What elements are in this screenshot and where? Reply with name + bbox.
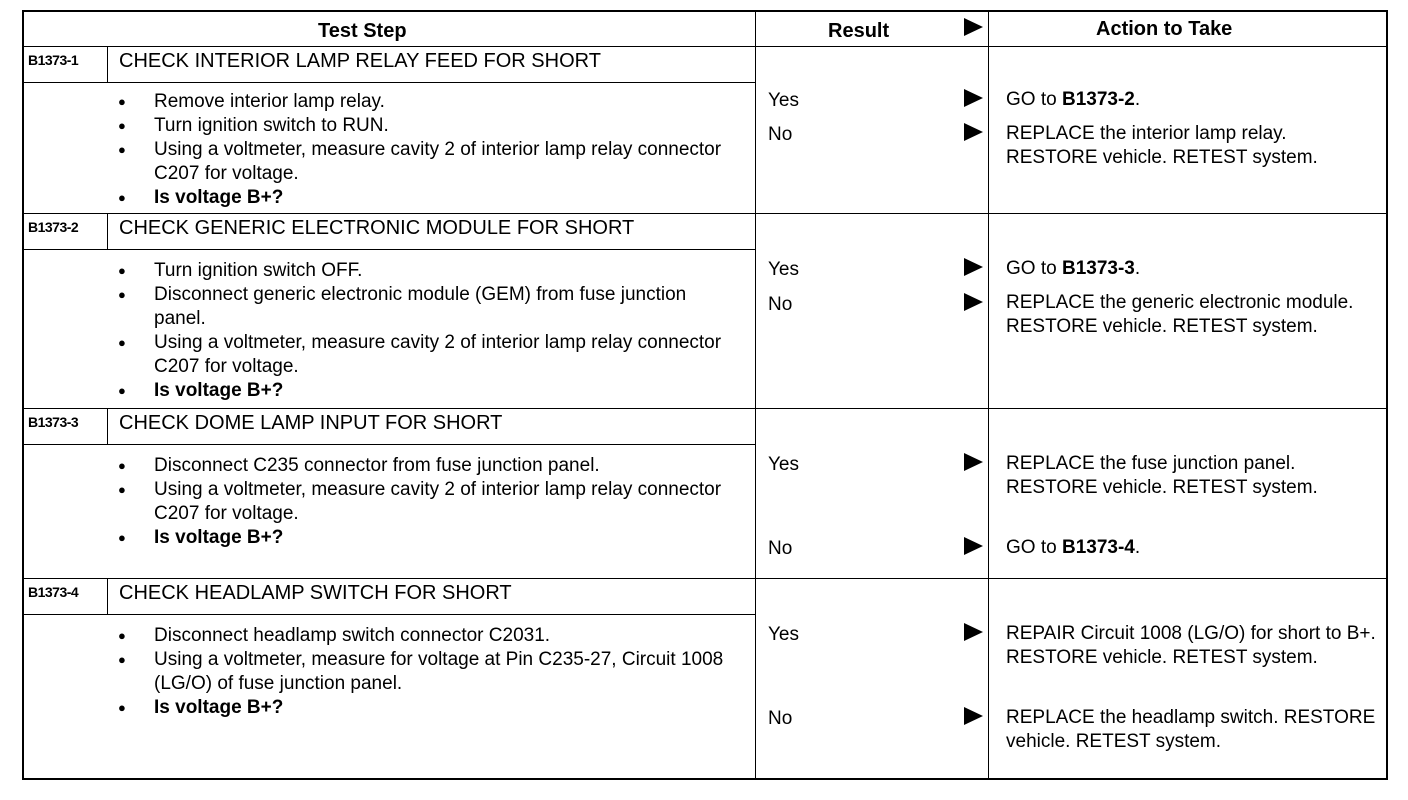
step-question: ● Is voltage B+? [114, 526, 734, 550]
id-separator [107, 578, 108, 614]
action-no: REPLACE the generic electronic module. RESTORE vehicle. RETEST system. [1006, 292, 1354, 337]
id-separator [107, 46, 108, 82]
header-arrow-icon [964, 18, 983, 36]
result-yes: Yes [768, 90, 799, 111]
action-no: REPLACE the interior lamp relay. RESTORE vehicle. RETEST system. [1006, 123, 1318, 168]
result-no: No [768, 538, 793, 559]
test-step-b1373-2 [24, 213, 1386, 408]
action-yes: GO to B1373-2. [1006, 89, 1141, 110]
instruction-item: ● Disconnect generic electronic module (GEM) from fuse junction panel. [114, 283, 734, 331]
step-instructions [114, 624, 734, 720]
title-divider [24, 82, 755, 83]
arrow-icon [964, 453, 983, 471]
header-result: Result [828, 20, 890, 42]
id-separator [107, 213, 108, 249]
result-no: No [768, 124, 793, 145]
id-separator [107, 408, 108, 444]
instruction-item: ● Disconnect C235 connector from fuse junction panel. [114, 454, 734, 478]
title-divider [24, 614, 755, 615]
instruction-item: ● Turn ignition switch OFF. [114, 259, 734, 283]
step-question: ● Is voltage B+? [114, 379, 734, 403]
step-instructions [114, 454, 734, 550]
test-step-b1373-1 [24, 46, 1386, 213]
instruction-item: ● Remove interior lamp relay. [114, 90, 734, 114]
action-no: GO to B1373-4. [1006, 537, 1141, 558]
instruction-item: ● Using a voltmeter, measure for voltage at Pin C235-27, Circuit 1008 (LG/O) of fuse junction panel. [114, 648, 734, 696]
action-yes: GO to B1373-3. [1006, 258, 1141, 279]
action-no: REPLACE the headlamp switch. RESTORE vehicle. RETEST system. [1006, 707, 1376, 752]
step-title: CHECK INTERIOR LAMP RELAY FEED FOR SHORT [119, 50, 601, 72]
instruction-item: ● Using a voltmeter, measure cavity 2 of interior lamp relay connector C207 for voltage. [114, 138, 734, 186]
instruction-item: ● Turn ignition switch to RUN. [114, 114, 734, 138]
arrow-icon [964, 123, 983, 141]
result-yes: Yes [768, 454, 799, 475]
arrow-icon [964, 707, 983, 725]
diagnostic-table [22, 10, 1388, 780]
title-divider [24, 249, 755, 250]
step-id: B1373-3 [28, 414, 79, 430]
title-divider [24, 444, 755, 445]
instruction-item: ● Disconnect headlamp switch connector C2031. [114, 624, 734, 648]
step-id: B1373-1 [28, 52, 79, 68]
header-action: Action to Take [1096, 18, 1233, 40]
step-title: CHECK HEADLAMP SWITCH FOR SHORT [119, 582, 512, 604]
arrow-icon [964, 258, 983, 276]
step-instructions [114, 90, 734, 210]
action-yes: REPAIR Circuit 1008 (LG/O) for short to B+. RESTORE vehicle. RETEST system. [1006, 623, 1376, 668]
result-yes: Yes [768, 259, 799, 280]
result-no: No [768, 708, 793, 729]
header-test-step: Test Step [318, 20, 407, 42]
result-no: No [768, 294, 793, 315]
result-yes: Yes [768, 624, 799, 645]
step-question: ● Is voltage B+? [114, 186, 734, 210]
test-step-b1373-3 [24, 408, 1386, 578]
arrow-icon [964, 89, 983, 107]
step-question: ● Is voltage B+? [114, 696, 734, 720]
arrow-icon [964, 293, 983, 311]
instruction-item: ● Using a voltmeter, measure cavity 2 of interior lamp relay connector C207 for voltage. [114, 331, 734, 379]
step-title: CHECK GENERIC ELECTRONIC MODULE FOR SHORT [119, 217, 635, 239]
arrow-icon [964, 623, 983, 641]
instruction-item: ● Using a voltmeter, measure cavity 2 of interior lamp relay connector C207 for voltage. [114, 478, 734, 526]
action-yes: REPLACE the fuse junction panel. RESTORE vehicle. RETEST system. [1006, 453, 1318, 498]
step-id: B1373-2 [28, 219, 79, 235]
step-instructions [114, 259, 734, 403]
arrow-icon [964, 537, 983, 555]
step-title: CHECK DOME LAMP INPUT FOR SHORT [119, 412, 503, 434]
test-step-b1373-4 [24, 578, 1386, 780]
step-id: B1373-4 [28, 584, 79, 600]
